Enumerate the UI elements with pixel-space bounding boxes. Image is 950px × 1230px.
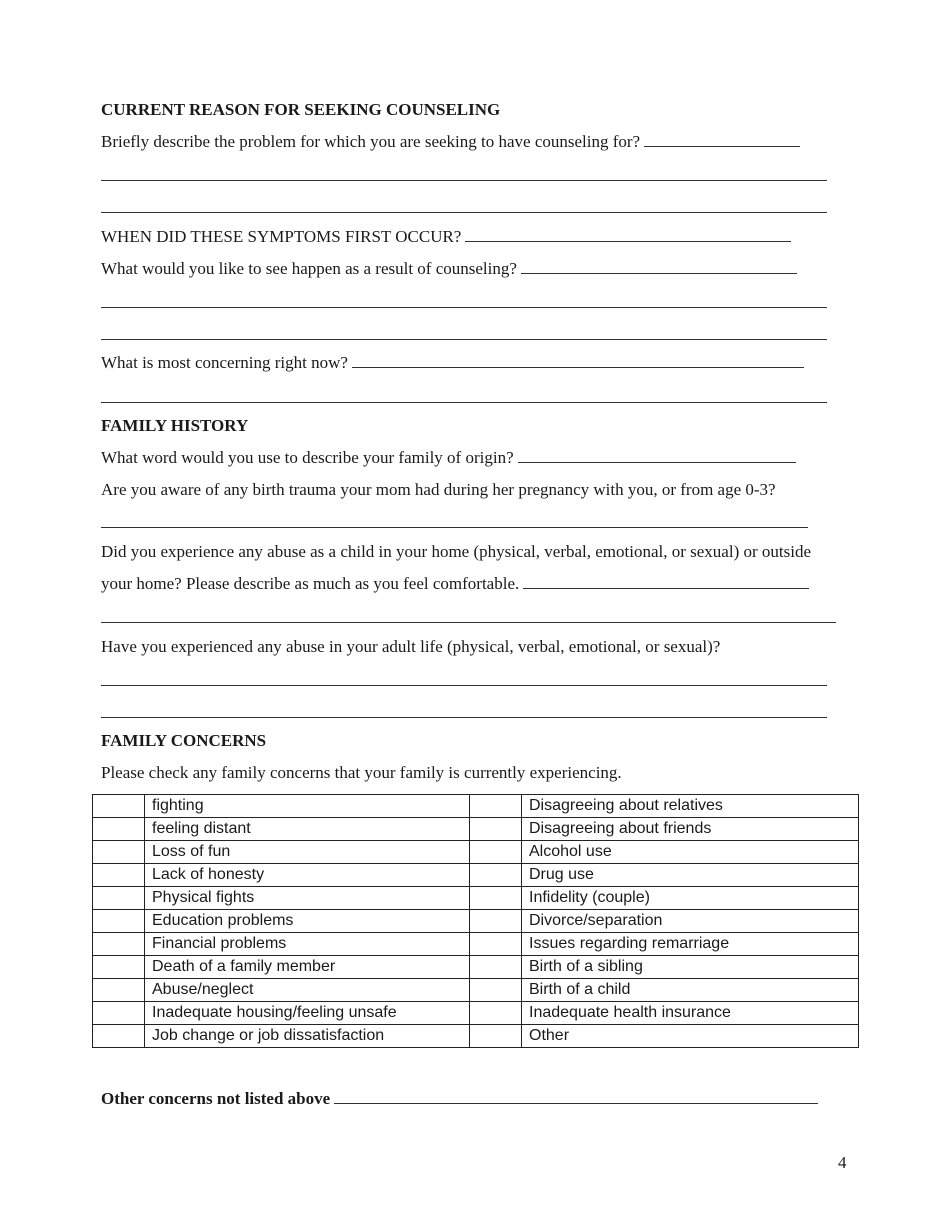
child-abuse-question-line-1: Did you experience any abuse as a child in your home (physical, verbal, emotional, or sexual) or outside [101, 542, 812, 561]
symptoms-question: WHEN DID THESE SYMPTOMS FIRST OCCUR? [101, 227, 791, 247]
concern-checkbox-right[interactable] [470, 1002, 522, 1025]
concern-label-left: Financial problems [145, 933, 470, 956]
concern-row [93, 1025, 859, 1048]
concern-row [93, 956, 859, 979]
concern-row [93, 818, 859, 841]
problem-question: Briefly describe the problem for which you are seeking to have counseling for? [101, 132, 800, 152]
child-abuse-answer-line[interactable] [523, 574, 809, 589]
adult-abuse-answer-line-2[interactable] [101, 717, 827, 718]
concern-checkbox-right[interactable] [470, 979, 522, 1002]
concern-label-right: Birth of a child [522, 979, 859, 1002]
birth-trauma-question: Are you aware of any birth trauma your mom had during her pregnancy with you, or from age 0-3? [101, 480, 776, 499]
child-abuse-question-line-2: your home? Please describe as much as you feel comfortable. [101, 574, 809, 594]
concerns-instruction: Please check any family concerns that your family is currently experiencing. [101, 763, 622, 782]
concern-checkbox-right[interactable] [470, 818, 522, 841]
concerns-heading: FAMILY CONCERNS [101, 731, 267, 750]
concern-checkbox-right[interactable] [470, 795, 522, 818]
concern-label-right: Inadequate health insurance [522, 1002, 859, 1025]
concern-checkbox-left[interactable] [93, 841, 145, 864]
concern-checkbox-left[interactable] [93, 979, 145, 1002]
page-number: 4 [838, 1153, 847, 1172]
concern-checkbox-right[interactable] [470, 933, 522, 956]
concern-label-right: Drug use [522, 864, 859, 887]
concern-row [93, 910, 859, 933]
concern-label-right: Divorce/separation [522, 910, 859, 933]
concern-label-left: Loss of fun [145, 841, 470, 864]
concern-checkbox-right[interactable] [470, 841, 522, 864]
concern-question: What is most concerning right now? [101, 353, 804, 373]
concern-row [93, 1002, 859, 1025]
concern-checkbox-left[interactable] [93, 795, 145, 818]
concern-checkbox-left[interactable] [93, 1002, 145, 1025]
family-word-question: What word would you use to describe your family of origin? [101, 448, 796, 468]
concern-label-left: Inadequate housing/feeling unsafe [145, 1002, 470, 1025]
concern-checkbox-left[interactable] [93, 933, 145, 956]
problem-answer-line-2[interactable] [101, 180, 827, 181]
concern-label-left: Education problems [145, 910, 470, 933]
concern-label-left: Job change or job dissatisfaction [145, 1025, 470, 1048]
concern-checkbox-right[interactable] [470, 956, 522, 979]
problem-answer-line-3[interactable] [101, 212, 827, 213]
child-abuse-answer-line-2[interactable] [101, 622, 836, 623]
family-word-answer-line[interactable] [518, 448, 796, 463]
concern-row [93, 933, 859, 956]
concern-checkbox-right[interactable] [470, 910, 522, 933]
concern-row [93, 795, 859, 818]
concern-checkbox-right[interactable] [470, 1025, 522, 1048]
concern-label-left: Lack of honesty [145, 864, 470, 887]
concern-answer-line[interactable] [352, 353, 804, 368]
concern-row [93, 979, 859, 1002]
concern-label-right: Disagreeing about friends [522, 818, 859, 841]
outcome-question: What would you like to see happen as a result of counseling? [101, 259, 797, 279]
outcome-answer-line-2[interactable] [101, 307, 827, 308]
concern-label-left: Abuse/neglect [145, 979, 470, 1002]
concern-label-right: Disagreeing about relatives [522, 795, 859, 818]
concern-row [93, 864, 859, 887]
problem-answer-line[interactable] [644, 132, 800, 147]
birth-trauma-answer-line[interactable] [101, 527, 808, 528]
concern-label-right: Infidelity (couple) [522, 887, 859, 910]
concern-checkbox-right[interactable] [470, 864, 522, 887]
concern-row [93, 841, 859, 864]
reason-heading: CURRENT REASON FOR SEEKING COUNSELING [101, 100, 501, 119]
concern-label-right: Other [522, 1025, 859, 1048]
other-concerns-field: Other concerns not listed above [101, 1089, 818, 1109]
concern-label-left: Physical fights [145, 887, 470, 910]
concern-label-left: Death of a family member [145, 956, 470, 979]
family-concerns-table [92, 794, 859, 1048]
concern-checkbox-left[interactable] [93, 1025, 145, 1048]
concern-label-left: feeling distant [145, 818, 470, 841]
adult-abuse-question: Have you experienced any abuse in your adult life (physical, verbal, emotional, or sexual)? [101, 637, 721, 656]
concern-checkbox-left[interactable] [93, 910, 145, 933]
concern-label-right: Birth of a sibling [522, 956, 859, 979]
concern-label-right: Issues regarding remarriage [522, 933, 859, 956]
history-heading: FAMILY HISTORY [101, 416, 249, 435]
concern-checkbox-left[interactable] [93, 887, 145, 910]
concern-checkbox-left[interactable] [93, 956, 145, 979]
concern-checkbox-left[interactable] [93, 864, 145, 887]
concern-row [93, 887, 859, 910]
concern-label-left: fighting [145, 795, 470, 818]
other-concerns-answer-line[interactable] [334, 1089, 818, 1104]
concern-checkbox-right[interactable] [470, 887, 522, 910]
concern-label-right: Alcohol use [522, 841, 859, 864]
symptoms-answer-line[interactable] [465, 227, 791, 242]
outcome-answer-line[interactable] [521, 259, 797, 274]
adult-abuse-answer-line[interactable] [101, 685, 827, 686]
outcome-answer-line-3[interactable] [101, 339, 827, 340]
concern-checkbox-left[interactable] [93, 818, 145, 841]
concern-answer-line-2[interactable] [101, 402, 827, 403]
